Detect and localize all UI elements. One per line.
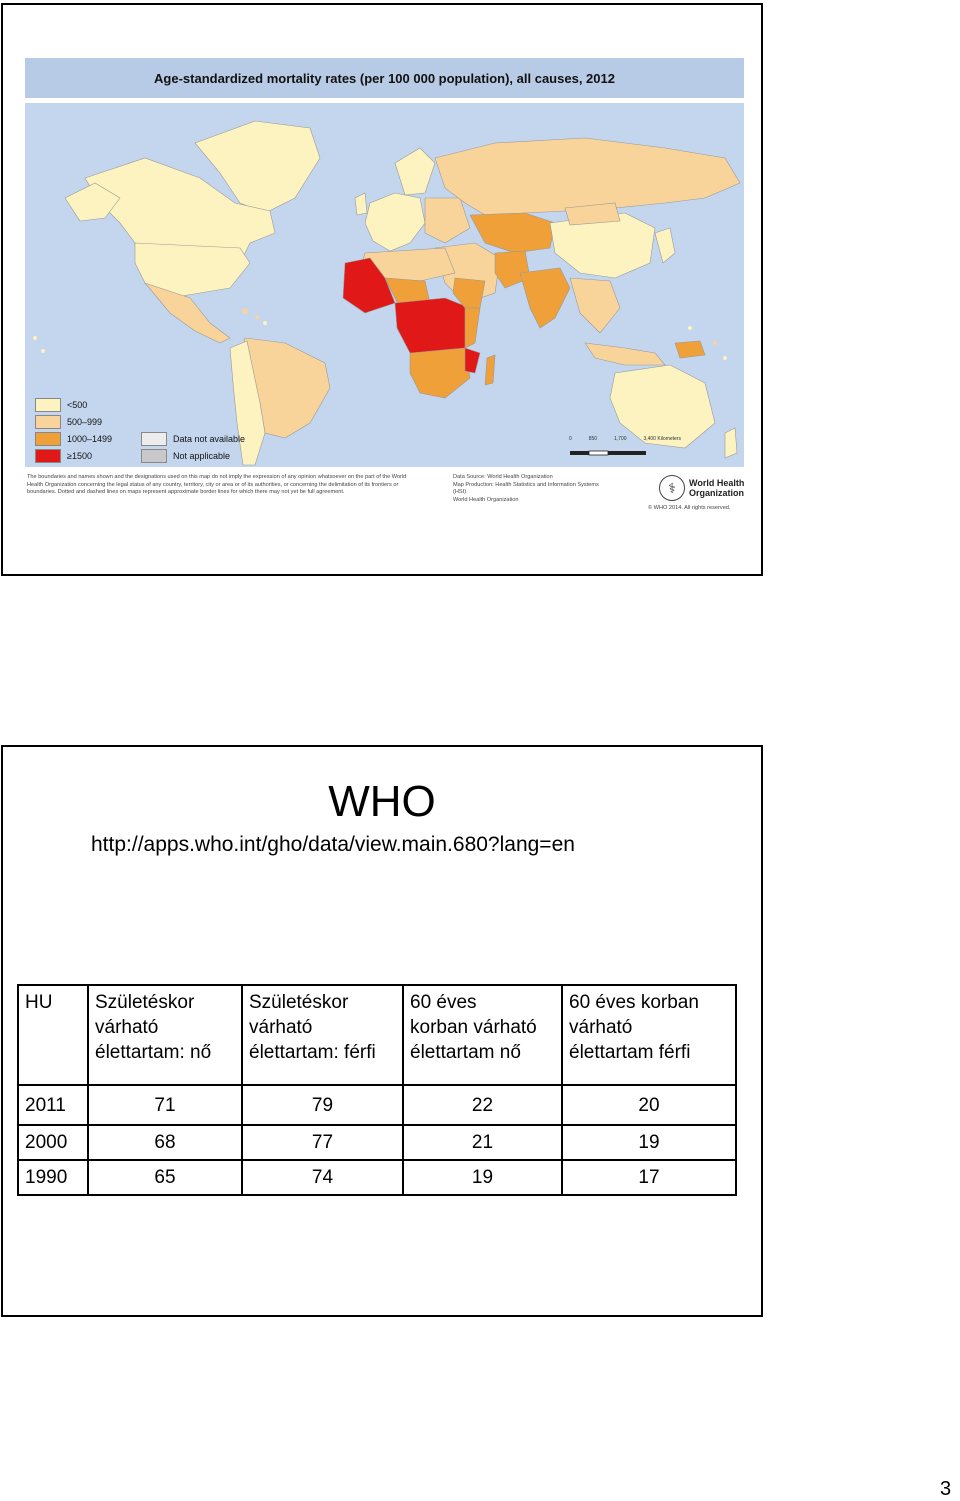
- who-logo-text: World Health Organization: [689, 478, 745, 498]
- table-cell: 19: [562, 1125, 736, 1160]
- scale-labels: [569, 436, 681, 442]
- legend-swatch: [35, 398, 61, 412]
- legend-swatch: [141, 432, 167, 446]
- legend-label: Data not available: [173, 434, 246, 444]
- scale-label: 0: [569, 436, 572, 442]
- scale-bar-graphic: [570, 446, 646, 456]
- who-emblem-icon: ⚕: [659, 475, 685, 501]
- legend-label: 500–999: [67, 417, 103, 427]
- indonesia: [585, 343, 665, 365]
- new-zealand: [725, 428, 737, 458]
- scale-label: 1,700: [614, 436, 627, 442]
- russia: [435, 138, 740, 215]
- slide-heading: WHO: [328, 777, 436, 826]
- map-copyright: © WHO 2014. All rights reserved.: [648, 505, 731, 511]
- table-row: [18, 1085, 736, 1125]
- table-header-cell: Születéskor várható élettartam: nő: [88, 985, 242, 1085]
- world-map: [25, 103, 744, 467]
- southeast-asia: [570, 278, 620, 333]
- life-expectancy-table: [17, 984, 737, 1196]
- legend-label: 1000–1499: [67, 434, 113, 444]
- table-cell: 71: [88, 1085, 242, 1125]
- legend-item: [141, 449, 230, 463]
- scandinavia: [395, 148, 435, 195]
- central-asia: [470, 213, 555, 253]
- legend-swatch: [35, 432, 61, 446]
- legend-item: [141, 432, 245, 446]
- map-disclaimer: The boundaries and names shown and the designations used on this map do not imply the expression of any opinion whatsoever on the part of the World Health Organization concerning the legal status of any country, territory, city or area or of its authorities, or concerning the delimitation of its frontiers or boundaries. Dotted and dashed lines on maps represent approximate border lines for which there may not yet be full agreement.: [27, 474, 407, 496]
- who-logo: [659, 475, 744, 501]
- table-cell: 79: [242, 1085, 403, 1125]
- table-row: [18, 1160, 736, 1195]
- table-header-cell: HU: [18, 985, 88, 1085]
- data-slide: [1, 745, 763, 1317]
- table-cell: 17: [562, 1160, 736, 1195]
- table-cell: 74: [242, 1160, 403, 1195]
- legend-label: Not applicable: [173, 451, 231, 461]
- png: [675, 341, 705, 358]
- mozambique: [465, 348, 480, 373]
- legend-label: ≥1500: [67, 451, 92, 461]
- southern-africa: [410, 348, 470, 398]
- eastern-europe: [425, 198, 470, 243]
- table-cell: 22: [403, 1085, 562, 1125]
- table-cell: 68: [88, 1125, 242, 1160]
- table-cell: 21: [403, 1125, 562, 1160]
- table-header-row: [18, 985, 736, 1085]
- map-slide: [1, 3, 763, 576]
- map-source: Data Source: World Health Organization Map Production: Health Statistics and Information Systems (HSI) World Health Organization: [453, 474, 599, 503]
- japan-korea: [655, 228, 675, 263]
- europe-west: [365, 193, 425, 251]
- table-row: [18, 1125, 736, 1160]
- table-header-cell: Születéskor várható élettartam: férfi: [242, 985, 403, 1085]
- east-africa: [465, 308, 480, 348]
- legend-label: <500: [67, 400, 88, 410]
- page-number: 3: [940, 1478, 952, 1500]
- table-header-cell: 60 éves korban várható élettartam nő: [403, 985, 562, 1085]
- table-cell-year: 2011: [18, 1085, 88, 1125]
- legend-item: [35, 449, 92, 463]
- china: [550, 213, 655, 278]
- legend-swatch: [35, 415, 61, 429]
- legend-item: [35, 398, 87, 412]
- legend-item: [35, 432, 112, 446]
- source-url[interactable]: http://apps.who.int/gho/data/view.main.680?lang=en: [91, 833, 575, 856]
- table-cell-year: 2000: [18, 1125, 88, 1160]
- table-cell: 20: [562, 1085, 736, 1125]
- table-header-cell: 60 éves korban várható élettartam férfi: [562, 985, 736, 1085]
- legend-swatch: [35, 449, 61, 463]
- legend-item: [35, 415, 102, 429]
- madagascar: [485, 355, 495, 385]
- table-cell: 77: [242, 1125, 403, 1160]
- legend-swatch: [141, 449, 167, 463]
- table-cell: 65: [88, 1160, 242, 1195]
- uk: [355, 193, 367, 215]
- india: [520, 268, 570, 328]
- map-title: Age-standardized mortality rates (per 100 000 population), all causes, 2012: [25, 58, 744, 98]
- map-scale-bar: [570, 443, 646, 453]
- table-cell: 19: [403, 1160, 562, 1195]
- world-map-graphic: [25, 103, 744, 467]
- scale-label: 3,400 Kilometers: [643, 436, 681, 442]
- table-cell-year: 1990: [18, 1160, 88, 1195]
- scale-label: 850: [588, 436, 598, 442]
